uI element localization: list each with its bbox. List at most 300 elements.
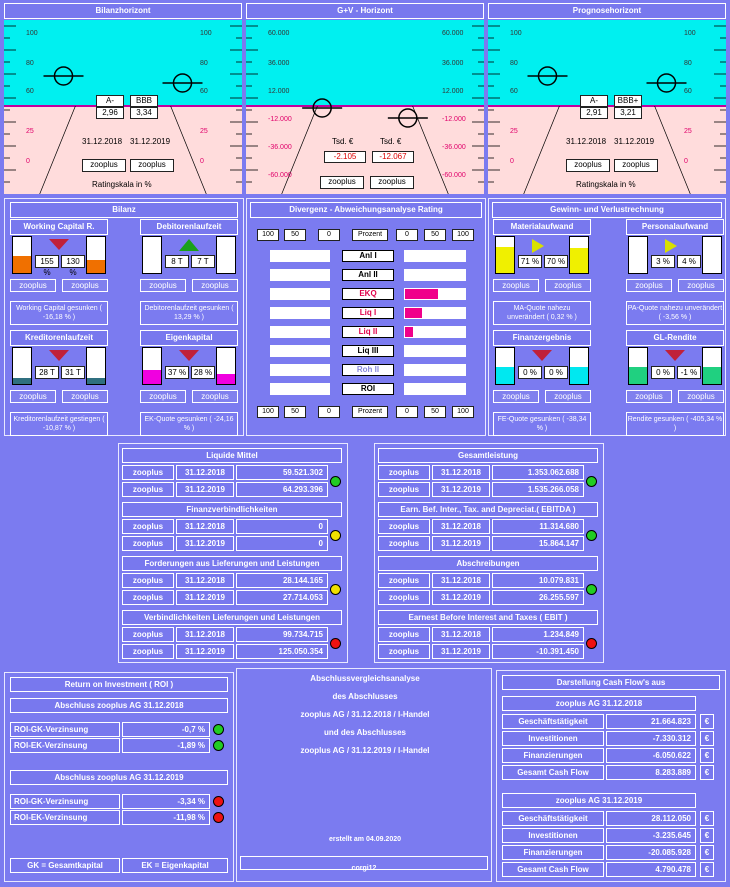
date-cell: 31.12.2018 xyxy=(176,465,234,480)
rating-badge: BBB xyxy=(130,95,158,107)
date-cell: 31.12.2018 xyxy=(432,573,490,588)
gauge-value: 155 % xyxy=(35,255,59,268)
gauge-value: 0 % xyxy=(518,366,542,379)
cash-title: Darstellung Cash Flow's aus xyxy=(502,675,720,690)
rating-badge: A- xyxy=(580,95,608,107)
scale-tick: 80 xyxy=(26,60,34,67)
gauge-bar-fill xyxy=(87,378,105,384)
gauge-title: Debitorenlaufzeit xyxy=(140,219,238,235)
zooplus-button[interactable]: zooplus xyxy=(10,390,56,403)
value-cell: 27.714.053 xyxy=(236,590,328,605)
value-cell: 1.535.266.058 xyxy=(492,482,584,497)
trend-indicator-icon xyxy=(532,350,552,361)
cash-label: Geschäftstätigkeit xyxy=(502,811,604,826)
cash-label: Investitionen xyxy=(502,828,604,843)
company-cell: zooplus xyxy=(122,536,174,551)
trend-indicator-icon xyxy=(49,350,69,361)
gauge-bar xyxy=(142,347,162,385)
status-dot xyxy=(586,476,597,487)
gauge-note: MA-Quote nahezu unverändert ( 0,32 % ) xyxy=(493,301,591,325)
divergenz-scale-label: 0 xyxy=(396,229,418,241)
divergenz-bar-right xyxy=(404,383,466,395)
company-cell: zooplus xyxy=(378,644,430,659)
cash-year-title: zooplus AG 31.12.2018 xyxy=(502,696,696,711)
scale-tick: 12.000 xyxy=(442,88,464,95)
cash-value: -7.330.312 xyxy=(606,731,696,746)
zooplus-button[interactable]: zooplus xyxy=(370,176,414,189)
divergenz-fill xyxy=(405,308,422,318)
company-cell: zooplus xyxy=(378,482,430,497)
cash-year-title: zooplus AG 31.12.2019 xyxy=(502,793,696,808)
company-cell: zooplus xyxy=(122,465,174,480)
gauge-bar-fill xyxy=(13,378,31,384)
divergenz-category: Liq III xyxy=(342,345,394,357)
status-dot xyxy=(213,724,224,735)
section-title: Finanzverbindlichkeiten xyxy=(122,502,342,517)
scale-tick: 100 xyxy=(200,30,212,37)
zooplus-button[interactable]: zooplus xyxy=(62,279,108,292)
gauge-note: Kreditorenlaufzeit gestiegen ( -10,87 % ) xyxy=(10,412,108,436)
trend-indicator-icon xyxy=(179,350,199,361)
scale-tick: -60.000 xyxy=(442,172,466,179)
gauge-title: Finanzergebnis xyxy=(493,330,591,346)
gauge-bar-fill xyxy=(629,367,647,384)
value-cell: 10.079.831 xyxy=(492,573,584,588)
gauge-bar xyxy=(495,236,515,274)
roi-label: ROI-EK-Verzinsung xyxy=(10,738,120,753)
scale-tick: 60 xyxy=(26,88,34,95)
company-cell: zooplus xyxy=(378,573,430,588)
summary-line: zooplus AG / 31.12.2019 / I-Handel xyxy=(300,746,430,755)
gauge-bar-fill xyxy=(570,367,588,384)
company-cell: zooplus xyxy=(122,644,174,659)
gauge-note: EK-Quote gesunken ( -24,16 % ) xyxy=(140,412,238,436)
gauge-bar xyxy=(216,236,236,274)
gauge-value: 0 % xyxy=(544,366,568,379)
scale-tick: 36.000 xyxy=(442,60,464,67)
zooplus-button[interactable]: zooplus xyxy=(678,279,724,292)
gauge-bar-fill xyxy=(87,260,105,273)
scale-tick: -36.000 xyxy=(442,144,466,151)
divergenz-scale-label: 50 xyxy=(284,406,306,418)
company-cell: zooplus xyxy=(122,573,174,588)
divergenz-scale-label: Prozent xyxy=(352,229,388,241)
roi-year-title: Abschluss zooplus AG 31.12.2018 xyxy=(10,698,228,713)
gauge-value: 31 T xyxy=(61,366,85,379)
gauge-note: FE-Quote gesunken ( -38,34 % ) xyxy=(493,412,591,436)
roi-value: -11,98 % xyxy=(122,810,210,825)
summary-line: des Abschlusses xyxy=(332,692,398,701)
cash-label: Gesamt Cash Flow xyxy=(502,765,604,780)
cash-value: -3.235.645 xyxy=(606,828,696,843)
company-cell: zooplus xyxy=(378,536,430,551)
cash-value: 8.283.889 xyxy=(606,765,696,780)
divergenz-bar-left xyxy=(270,345,330,357)
divergenz-scale-label: 100 xyxy=(257,229,279,241)
date-cell: 31.12.2019 xyxy=(432,644,490,659)
divergenz-category: ROI xyxy=(342,383,394,395)
gauge-value: 28 % xyxy=(191,366,215,379)
scale-tick: 25 xyxy=(510,128,518,135)
divergenz-category: Roh II xyxy=(342,364,394,376)
divergenz-scale-label: Prozent xyxy=(352,406,388,418)
gauge-value: 71 % xyxy=(518,255,542,268)
gauge-bar xyxy=(569,347,589,385)
scale-tick: 36.000 xyxy=(268,60,290,67)
gauge-bar xyxy=(216,347,236,385)
gauge-value: 28 T xyxy=(35,366,59,379)
status-dot xyxy=(330,638,341,649)
gauge-bar-fill xyxy=(143,370,161,384)
divergenz-fill xyxy=(405,327,413,337)
legend-gk: GK = Gesamtkapital xyxy=(10,858,120,873)
section-title: Gesamtleistung xyxy=(378,448,598,463)
gauge-bar-fill xyxy=(496,367,514,384)
divergenz-bar-left xyxy=(270,250,330,262)
currency-label: € xyxy=(700,845,714,860)
status-dot xyxy=(586,638,597,649)
value-cell: 15.864.147 xyxy=(492,536,584,551)
divergenz-bar-right xyxy=(404,269,466,281)
horizon-date: 31.12.2018 xyxy=(82,137,123,146)
currency-label: € xyxy=(700,828,714,843)
date-cell: 31.12.2019 xyxy=(176,482,234,497)
rating-badge: BBB+ xyxy=(614,95,642,107)
scale-tick: 80 xyxy=(684,60,692,67)
gauge-note: Working Capital gesunken ( -16,18 % ) xyxy=(10,301,108,325)
company-cell: zooplus xyxy=(122,482,174,497)
zooplus-button[interactable]: zooplus xyxy=(192,390,238,403)
scale-tick: 25 xyxy=(684,128,692,135)
divergenz-bar-left xyxy=(270,383,330,395)
value-cell: 0 xyxy=(236,519,328,534)
section-title: Earn. Bef. Inter., Tax. and Depreciat.( EBITDA ) xyxy=(378,502,598,517)
value-cell: 125.050.354 xyxy=(236,644,328,659)
guv-value: -2.105 xyxy=(324,151,366,163)
horizon-date: 31.12.2018 xyxy=(566,137,607,146)
currency-label: € xyxy=(700,731,714,746)
currency-label: € xyxy=(700,811,714,826)
status-dot xyxy=(213,796,224,807)
gauge-bar-fill xyxy=(217,374,235,384)
divergenz-title: Divergenz - Abweichungsanalyse Rating xyxy=(250,202,482,218)
status-dot xyxy=(330,476,341,487)
divergenz-category: Liq I xyxy=(342,307,394,319)
divergenz-scale-label: 0 xyxy=(396,406,418,418)
scale-tick: 0 xyxy=(200,158,204,165)
divergenz-bar-right xyxy=(404,345,466,357)
scale-tick: 60 xyxy=(200,88,208,95)
zooplus-button[interactable]: zooplus xyxy=(140,279,186,292)
scale-tick: 0 xyxy=(510,158,514,165)
status-dot xyxy=(586,584,597,595)
value-cell: 1.353.062.688 xyxy=(492,465,584,480)
zooplus-button[interactable]: zooplus xyxy=(545,390,591,403)
zooplus-button[interactable]: zooplus xyxy=(626,279,672,292)
trend-indicator-icon xyxy=(179,239,199,251)
gauge-bar-fill xyxy=(13,256,31,273)
cash-value: 28.112.050 xyxy=(606,811,696,826)
trend-indicator-icon xyxy=(665,350,685,361)
horizon-date: 31.12.2019 xyxy=(614,137,655,146)
cash-label: Investitionen xyxy=(502,731,604,746)
gauge-title: Personalaufwand xyxy=(626,219,724,235)
gauge-title: Working Capital R. xyxy=(10,219,108,235)
gauge-value: 0 % xyxy=(651,366,675,379)
date-cell: 31.12.2019 xyxy=(176,536,234,551)
gauge-bar xyxy=(628,347,648,385)
tsd-label: Tsd. € xyxy=(332,137,354,146)
scale-tick: 25 xyxy=(26,128,34,135)
date-cell: 31.12.2019 xyxy=(432,482,490,497)
gauge-value: -1 % xyxy=(677,366,701,379)
currency-label: € xyxy=(700,765,714,780)
tsd-label: Tsd. € xyxy=(380,137,402,146)
value-cell: 11.314.680 xyxy=(492,519,584,534)
gauge-value: 3 % xyxy=(651,255,675,268)
divergenz-category: Liq II xyxy=(342,326,394,338)
date-cell: 31.12.2018 xyxy=(432,627,490,642)
roi-value: -3,34 % xyxy=(122,794,210,809)
gauge-bar xyxy=(12,347,32,385)
scale-tick: -12.000 xyxy=(442,116,466,123)
roi-title: Return on Investment ( ROI ) xyxy=(10,677,228,692)
ratingscale-label: Ratingskala in % xyxy=(92,180,152,189)
ratingscale-label: Ratingskala in % xyxy=(576,180,636,189)
divergenz-scale-label: 100 xyxy=(452,229,474,241)
value-cell: 1.234.849 xyxy=(492,627,584,642)
legend-ek: EK = Eigenkapital xyxy=(122,858,228,873)
section-title: Liquide Mittel xyxy=(122,448,342,463)
roi-label: ROI-EK-Verzinsung xyxy=(10,810,120,825)
zooplus-button[interactable]: zooplus xyxy=(493,279,539,292)
divergenz-fill xyxy=(405,289,438,299)
cash-label: Gesamt Cash Flow xyxy=(502,862,604,877)
company-cell: zooplus xyxy=(378,519,430,534)
scale-tick: 80 xyxy=(510,60,518,67)
gauge-value: 37 % xyxy=(165,366,189,379)
divergenz-scale-label: 50 xyxy=(424,406,446,418)
date-cell: 31.12.2019 xyxy=(432,590,490,605)
scale-tick: 0 xyxy=(684,158,688,165)
zooplus-button[interactable]: zooplus xyxy=(614,159,658,172)
date-cell: 31.12.2019 xyxy=(176,644,234,659)
created-date: erstellt am 04.09.2020 xyxy=(329,836,401,843)
rating-value: 3,21 xyxy=(614,107,642,119)
divergenz-bar-right xyxy=(404,364,466,376)
gauge-bar-fill xyxy=(703,367,721,384)
scale-tick: 80 xyxy=(200,60,208,67)
gauge-value: 130 % xyxy=(61,255,85,268)
trend-indicator-icon xyxy=(665,239,677,253)
roi-label: ROI-GK-Verzinsung xyxy=(10,722,120,737)
gauge-bar-fill xyxy=(496,247,514,273)
divergenz-scale-label: 100 xyxy=(452,406,474,418)
horizon-scale xyxy=(246,20,484,194)
section-title: Verbindlichkeiten Lieferungen und Leistungen xyxy=(122,610,342,625)
divergenz-scale-label: 50 xyxy=(284,229,306,241)
scale-tick: 60 xyxy=(510,88,518,95)
divergenz-scale-label: 0 xyxy=(318,229,340,241)
zooplus-button[interactable]: zooplus xyxy=(493,390,539,403)
gauge-value: 7 T xyxy=(191,255,215,268)
zooplus-button[interactable]: zooplus xyxy=(320,176,364,189)
status-dot xyxy=(213,812,224,823)
roi-label: ROI-GK-Verzinsung xyxy=(10,794,120,809)
gauge-title: Kreditorenlaufzeit xyxy=(10,330,108,346)
gauge-bar xyxy=(86,347,106,385)
summary-line: Abschlussvergleichsanalyse xyxy=(310,674,420,683)
cash-value: -20.085.928 xyxy=(606,845,696,860)
value-cell: 59.521.302 xyxy=(236,465,328,480)
divergenz-bar-left xyxy=(270,307,330,319)
divergenz-bar-left xyxy=(270,269,330,281)
status-dot xyxy=(330,530,341,541)
date-cell: 31.12.2018 xyxy=(432,519,490,534)
gauge-bar xyxy=(86,236,106,274)
scale-tick: 100 xyxy=(684,30,696,37)
scale-tick: 12.000 xyxy=(268,88,290,95)
divergenz-scale-label: 50 xyxy=(424,229,446,241)
divergenz-bar-left xyxy=(270,364,330,376)
company-cell: zooplus xyxy=(378,590,430,605)
rating-value: 3,34 xyxy=(130,107,158,119)
currency-label: € xyxy=(700,714,714,729)
summary-line: und des Abschlusses xyxy=(324,728,406,737)
date-cell: 31.12.2018 xyxy=(176,627,234,642)
value-cell: 28.144.165 xyxy=(236,573,328,588)
gauge-note: PA-Quote nahezu unverändert ( -3,56 % ) xyxy=(626,301,724,325)
guv-title: Gewinn- und Verlustrechnung xyxy=(492,202,722,218)
date-cell: 31.12.2018 xyxy=(176,573,234,588)
company-cell: zooplus xyxy=(122,519,174,534)
company-cell: zooplus xyxy=(378,465,430,480)
horizon-title: G+V - Horizont xyxy=(246,3,484,19)
scale-tick: 100 xyxy=(26,30,38,37)
date-cell: 31.12.2018 xyxy=(176,519,234,534)
rating-badge: A- xyxy=(96,95,124,107)
cash-value: 4.790.478 xyxy=(606,862,696,877)
gauge-value: 70 % xyxy=(544,255,568,268)
gauge-bar xyxy=(628,236,648,274)
scale-tick: 100 xyxy=(510,30,522,37)
horizon-title: Bilanzhorizont xyxy=(4,3,242,19)
date-cell: 31.12.2019 xyxy=(432,536,490,551)
section-title: Earnest Before Interest and Taxes ( EBIT ) xyxy=(378,610,598,625)
trend-indicator-icon xyxy=(49,239,69,250)
scale-tick: 60.000 xyxy=(442,30,464,37)
company-cell: zooplus xyxy=(122,590,174,605)
currency-label: € xyxy=(700,748,714,763)
value-cell: 26.255.597 xyxy=(492,590,584,605)
cash-value: 21.664.823 xyxy=(606,714,696,729)
status-dot xyxy=(213,740,224,751)
divergenz-bar-left xyxy=(270,288,330,300)
section-title: Abschreibungen xyxy=(378,556,598,571)
gauge-bar xyxy=(702,347,722,385)
divergenz-bar-right xyxy=(404,250,466,262)
guv-value: -12.067 xyxy=(372,151,414,163)
gauge-bar xyxy=(569,236,589,274)
company-cell: zooplus xyxy=(122,627,174,642)
zooplus-button[interactable]: zooplus xyxy=(82,159,126,172)
divergenz-bar-left xyxy=(270,326,330,338)
scale-tick: -12.000 xyxy=(268,116,292,123)
status-dot xyxy=(330,584,341,595)
scale-tick: 25 xyxy=(200,128,208,135)
horizon-title: Prognosehorizont xyxy=(488,3,726,19)
divergenz-scale-label: 100 xyxy=(257,406,279,418)
gauge-note: Rendite gesunken ( -405,34 % ) xyxy=(626,412,724,436)
cash-value: -6.050.622 xyxy=(606,748,696,763)
gauge-bar xyxy=(142,236,162,274)
zooplus-button[interactable]: zooplus xyxy=(130,159,174,172)
value-cell: -10.391.450 xyxy=(492,644,584,659)
horizon-date: 31.12.2019 xyxy=(130,137,171,146)
cash-label: Finanzierungen xyxy=(502,748,604,763)
scale-tick: -36.000 xyxy=(268,144,292,151)
gauge-title: GL-Rendite xyxy=(626,330,724,346)
value-cell: 64.293.396 xyxy=(236,482,328,497)
author-field: corgi12 xyxy=(240,856,488,870)
gauge-title: Materialaufwand xyxy=(493,219,591,235)
roi-value: -1,89 % xyxy=(122,738,210,753)
roi-year-title: Abschluss zooplus AG 31.12.2019 xyxy=(10,770,228,785)
zooplus-button[interactable]: zooplus xyxy=(545,279,591,292)
cash-label: Geschäftstätigkeit xyxy=(502,714,604,729)
date-cell: 31.12.2018 xyxy=(432,465,490,480)
company-cell: zooplus xyxy=(378,627,430,642)
zooplus-button[interactable]: zooplus xyxy=(626,390,672,403)
value-cell: 99.734.715 xyxy=(236,627,328,642)
gauge-title: Eigenkapital xyxy=(140,330,238,346)
cash-label: Finanzierungen xyxy=(502,845,604,860)
divergenz-category: Anl II xyxy=(342,269,394,281)
section-title: Forderungen aus Lieferungen und Leistungen xyxy=(122,556,342,571)
scale-tick: 0 xyxy=(26,158,30,165)
divergenz-scale-label: 0 xyxy=(318,406,340,418)
gauge-bar xyxy=(702,236,722,274)
zooplus-button[interactable]: zooplus xyxy=(62,390,108,403)
divergenz-bar-right xyxy=(404,326,466,338)
gauge-bar xyxy=(12,236,32,274)
rating-value: 2,91 xyxy=(580,107,608,119)
trend-indicator-icon xyxy=(532,239,544,253)
summary-line: zooplus AG / 31.12.2018 / I-Handel xyxy=(300,710,430,719)
scale-tick: 60.000 xyxy=(268,30,290,37)
scale-tick: 60 xyxy=(684,88,692,95)
roi-value: -0,7 % xyxy=(122,722,210,737)
gauge-value: 8 T xyxy=(165,255,189,268)
rating-value: 2,96 xyxy=(96,107,124,119)
gauge-value: 4 % xyxy=(677,255,701,268)
bilanz-title: Bilanz xyxy=(10,202,238,218)
date-cell: 31.12.2019 xyxy=(176,590,234,605)
zooplus-button[interactable]: zooplus xyxy=(140,390,186,403)
gauge-bar-fill xyxy=(570,248,588,273)
gauge-note: Debitorenlaufzeit gesunken ( 13,29 % ) xyxy=(140,301,238,325)
currency-label: € xyxy=(700,862,714,877)
zooplus-button[interactable]: zooplus xyxy=(10,279,56,292)
zooplus-button[interactable]: zooplus xyxy=(566,159,610,172)
gauge-bar xyxy=(495,347,515,385)
status-dot xyxy=(586,530,597,541)
divergenz-category: EKQ xyxy=(342,288,394,300)
zooplus-button[interactable]: zooplus xyxy=(678,390,724,403)
value-cell: 0 xyxy=(236,536,328,551)
zooplus-button[interactable]: zooplus xyxy=(192,279,238,292)
divergenz-category: Anl I xyxy=(342,250,394,262)
